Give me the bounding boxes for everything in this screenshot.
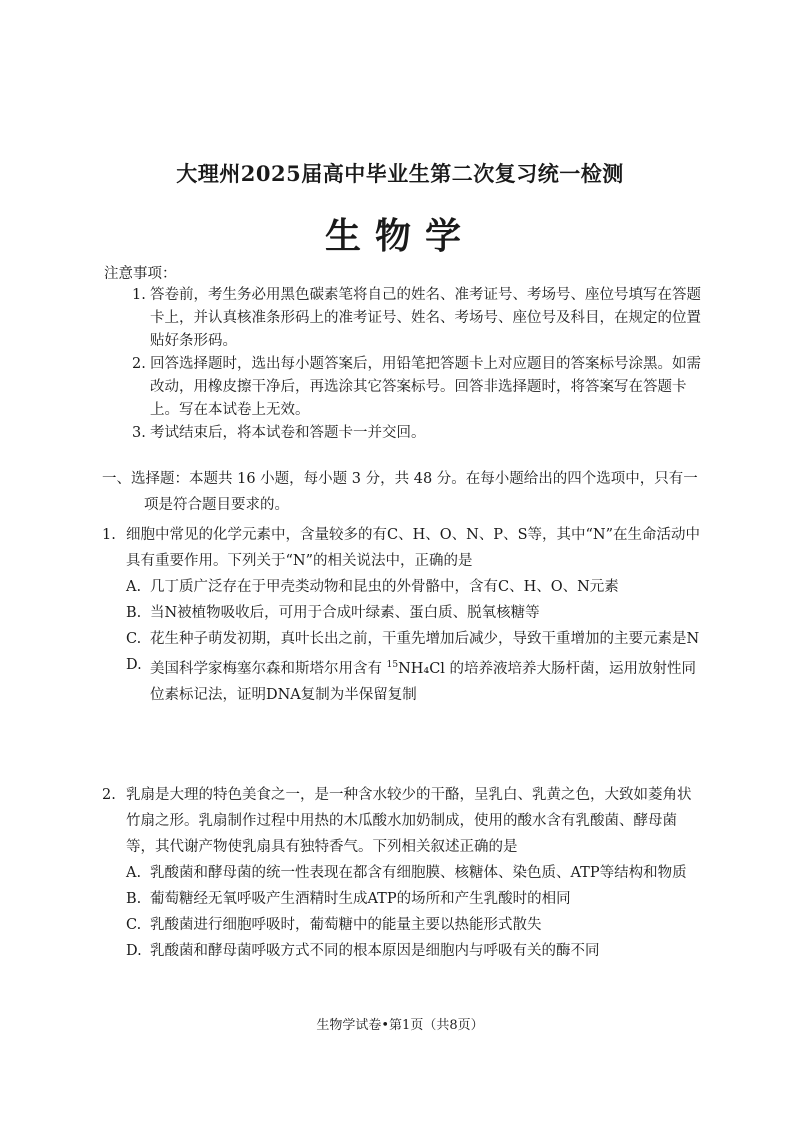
section-heading bbox=[102, 466, 702, 518]
question-number: 2. bbox=[102, 787, 116, 803]
isotope-superscript: 15 bbox=[386, 660, 399, 670]
notice-item bbox=[132, 422, 712, 445]
notice-item bbox=[132, 284, 712, 353]
section-heading-line: 一、选择题：本题共 16 小题，每小题 3 分，共 48 分。在每小题给出的四个选项中，只有一 bbox=[102, 471, 698, 487]
option-text: 乳酸菌和酵母菌呼吸方式不同的根本原因是细胞内与呼吸有关的酶不同 bbox=[150, 943, 600, 959]
option-text: 乳酸菌和酵母菌的统一性表现在都含有细胞膜、核糖体、染色质、ATP等结构和物质 bbox=[150, 865, 687, 881]
notice-list bbox=[132, 284, 712, 445]
option-text-part: 美国科学家梅塞尔森和斯塔尔用含有 bbox=[150, 660, 387, 677]
notice-item bbox=[132, 353, 712, 422]
notice-item-text: 答卷前，考生务必用黑色碳素笔将自己的姓名、准考证号、考场号、座位号填写在答题卡上，并认真核准条形码上的准考证号、姓名、考场号、座位号及科目，在规定的位置贴好条形码。 bbox=[150, 287, 701, 349]
option-text-part: 的培养液培养大肠杆菌，运用放射性同位素标记法，证明DNA复制为半保留复制 bbox=[150, 660, 697, 703]
option-text: 当N被植物吸收后，可用于合成叶绿素、蛋白质、脱氧核糖等 bbox=[150, 605, 540, 621]
notice-item-number: 1. bbox=[132, 287, 146, 303]
question-number: 1. bbox=[102, 527, 116, 543]
option-text: 乳酸菌进行细胞呼吸时，葡萄糖中的能量主要以热能形式散失 bbox=[150, 917, 542, 933]
question-stem bbox=[102, 782, 700, 860]
option-label: B. bbox=[126, 891, 142, 907]
option-label: D. bbox=[126, 943, 142, 959]
notice-item-number: 2. bbox=[132, 356, 146, 372]
option-label: D. bbox=[126, 657, 142, 673]
option-c bbox=[126, 912, 700, 938]
page-footer: 生物学试卷•第1页（共8页） bbox=[316, 1018, 484, 1033]
option-label: A. bbox=[126, 579, 142, 595]
question-stem bbox=[102, 522, 700, 574]
option-c bbox=[126, 626, 700, 652]
subject-title: 生物学 bbox=[324, 215, 475, 257]
option-a bbox=[126, 860, 700, 886]
option-text: 几丁质广泛存在于甲壳类动物和昆虫的外骨骼中，含有C、H、O、N元素 bbox=[150, 579, 619, 595]
notice-item-text: 考试结束后，将本试卷和答题卡一并交回。 bbox=[150, 425, 426, 441]
option-label: C. bbox=[126, 631, 142, 647]
notice-item-text: 回答选择题时，选出每小题答案后，用铅笔把答题卡上对应题目的答案标号涂黑。如需改动，用橡皮擦干净后，再选涂其它答案标号。回答非选择题时，将答案写在答题卡上。写在本试卷上无效。 bbox=[150, 356, 701, 418]
notice-item-number: 3. bbox=[132, 425, 146, 441]
option-text: 葡萄糖经无氧呼吸产生酒精时生成ATP的场所和产生乳酸时的相同 bbox=[150, 891, 571, 907]
option-label: B. bbox=[126, 605, 142, 621]
exam-title: 大理州2025届高中毕业生第二次复习统一检测 bbox=[176, 161, 624, 186]
option-d bbox=[126, 652, 700, 708]
question-2 bbox=[102, 782, 700, 964]
option-b bbox=[126, 886, 700, 912]
option-list bbox=[102, 574, 700, 708]
option-label: A. bbox=[126, 865, 142, 881]
option-a bbox=[126, 574, 700, 600]
option-list bbox=[102, 860, 700, 964]
section-heading-line: 项是符合题目要求的。 bbox=[144, 497, 289, 513]
option-label: C. bbox=[126, 917, 142, 933]
option-text: 花生种子萌发初期，真叶长出之前，干重先增加后减少，导致干重增加的主要元素是N bbox=[150, 631, 700, 647]
question-1 bbox=[102, 522, 700, 708]
option-text bbox=[150, 652, 700, 708]
option-d bbox=[126, 938, 700, 964]
question-text: 细胞中常见的化学元素中，含量较多的有C、H、O、N、P、S等，其中“N”在生命活动中具有重要作用。下列关于“N”的相关说法中，正确的是 bbox=[126, 527, 701, 569]
chemical-formula: NH₄Cl bbox=[398, 660, 445, 677]
question-text: 乳扇是大理的特色美食之一，是一种含水较少的干酪，呈乳白、乳黄之色，大致如菱角状竹扇之形。乳扇制作过程中用热的木瓜酸水加奶制成，使用的酸水含有乳酸菌、酵母菌等，其代谢产物使乳扇具有独特香气。下列相关叙述正确的是 bbox=[126, 787, 692, 855]
option-b bbox=[126, 600, 700, 626]
notice-heading: 注意事项： bbox=[104, 266, 177, 282]
